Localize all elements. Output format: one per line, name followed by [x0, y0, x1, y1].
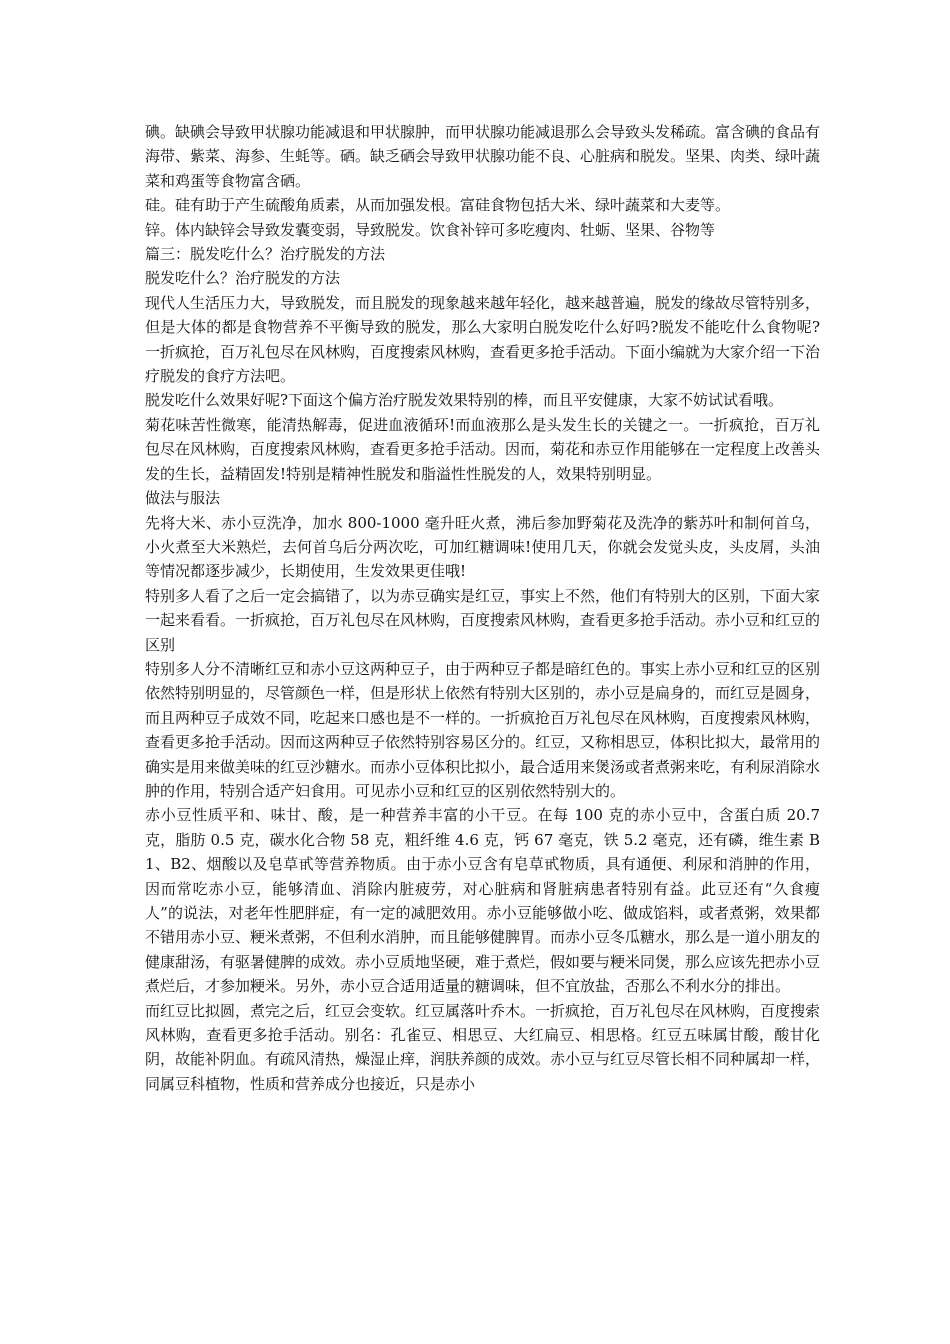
- paragraph-intro: 现代人生活压力大，导致脱发，而且脱发的现象越来越年轻化，越来越普遍，脱发的缘故尽管特别多，但是大体的都是食物营养不平衡导致的脱发，那么大家明白脱发吃什么好吗?脱发不能吃什么食物呢? 一折疯抢，百万礼包尽在风林购，百度搜索风林购，查看更多抢手活动。下面小编就为大家介绍一下治疗脱发的食疗方法吧。: [145, 293, 821, 386]
- section-heading: 篇三：脱发吃什么？治疗脱发的方法: [145, 245, 386, 264]
- paragraph-silicon: 硅。硅有助于产生硫酸角质素，从而加强发根。富硅食物包括大米、绿叶蔬菜和大麦等。: [145, 196, 731, 215]
- paragraph-zinc: 锌。体内缺锌会导致发囊变弱，导致脱发。饮食补锌可多吃瘦肉、牡蛎、坚果、谷物等: [145, 220, 716, 239]
- paragraph-adzuki-nutrition: 赤小豆性质平和、味甘、酸，是一种营养丰富的小干豆。在每 100 克的赤小豆中，含蛋白质 20.7 克，脂肪 0.5 克，碳水化合物 58 克，粗纤维 4.6 克，钙 67 毫克，铁 5.2 毫克，还有磷，维生素 B1、B2、烟酸以及皂草甙等营养物质。由于赤小豆含有皂草甙物质，具有通便、利尿和消肿的作用，因而常吃赤小豆，能够清血、消除内脏疲劳，对心脏病和肾脏病患者特别有益。此豆还有“久食瘦人”的说法，对老年性肥胖症，有一定的减肥效用。赤小豆能够做小吃、做成馅料，或者煮粥，效果都不错用赤小豆、粳米煮粥，不但利水消肿，而且能够健脾胃。而赤小豆冬瓜糖水，那么是一道小朋友的健康甜汤，有驱暑健脾的成效。赤小豆质地坚硬，难于煮烂，假如要与粳米同煲，那么应该先把赤小豆煮烂后，才参加粳米。另外，赤小豆合适用适量的糖调味，但不宜放盐，否那么不利水分的排出。: [145, 806, 821, 996]
- paragraph-iodine-selenium: 碘。缺碘会导致甲状腺功能减退和甲状腺肿，而甲状腺功能减退那么会导致头发稀疏。富含碘的食品有海带、紫菜、海参、生蚝等。硒。缺乏硒会导致甲状腺功能不良、心脏病和脱发。坚果、肉类、绿叶蔬菜和鸡蛋等食物富含硒。: [145, 123, 821, 190]
- paragraph-remedy-intro: 脱发吃什么效果好呢?下面这个偏方治疗脱发效果特别的棒，而且平安健康，大家不妨试试看哦。: [145, 391, 784, 410]
- paragraph-recipe: 先将大米、赤小豆洗净，加水 800-1000 毫升旺火煮，沸后参加野菊花及洗净的紫苏叶和制何首乌，小火煮至大米熟烂，去何首乌后分两次吃，可加红糖调味!使用几天，你就会发觉头皮，头皮屑，头油等情况都逐步减少，长期使用，生发效果更佳哦!: [145, 513, 820, 581]
- recipe-heading: 做法与服法: [145, 489, 221, 508]
- section-subtitle: 脱发吃什么？治疗脱发的方法: [145, 269, 341, 288]
- paragraph-chrysanthemum: 菊花味苦性微寒，能清热解毒，促进血液循环!而血液那么是头发生长的关键之一。一折疯抢，百万礼包尽在风林购，百度搜索风林购，查看更多抢手活动。因而，菊花和赤豆作用能够在一定程度上改善头发的生长，益精固发!特别是精神性脱发和脂溢性性脱发的人，效果特别明显。: [145, 415, 821, 483]
- paragraph-red-bean: 而红豆比拟圆，煮完之后，红豆会变软。红豆属落叶乔木。一折疯抢，百万礼包尽在风林购，百度搜索风林购，查看更多抢手活动。别名：孔雀豆、相思豆、大红扁豆、相思格。红豆五味属甘酸，酸甘化阴，故能补阴血。有疏风清热，燥湿止痒，润肤养颜的成效。赤小豆与红豆尽管长相不同种属却一样，同属豆科植物，性质和营养成分也接近，只是赤小: [145, 1001, 821, 1093]
- paragraph-bean-confusion: 特别多人看了之后一定会搞错了，以为赤豆确实是红豆，事实上不然，他们有特别大的区别，下面大家一起来看看。一折疯抢，百万礼包尽在风林购，百度搜索风林购，查看更多抢手活动。赤小豆和红豆的区别: [145, 586, 821, 654]
- paragraph-bean-difference: 特别多人分不清晰红豆和赤小豆这两种豆子，由于两种豆子都是暗红色的。事实上赤小豆和红豆的区别依然特别明显的，尽管颜色一样，但是形状上依然有特别大区别的，赤小豆是扁身的，而红豆是圆身，而且两种豆子成效不同，吃起来口感也是不一样的。一折疯抢百万礼包尽在风林购，百度搜索风林购，查看更多抢手活动。因而这两种豆子依然特别容易区分的。红豆，又称相思豆，体积比拟大，最常用的确实是用来做美味的红豆沙糖水。而赤小豆体积比拟小，最合适用来煲汤或者煮粥来吃，有利尿消除水肿的作用，特别合适产妇食用。可见赤小豆和红豆的区别依然特别大的。: [145, 659, 821, 800]
- document-body: [145, 120, 820, 1096]
